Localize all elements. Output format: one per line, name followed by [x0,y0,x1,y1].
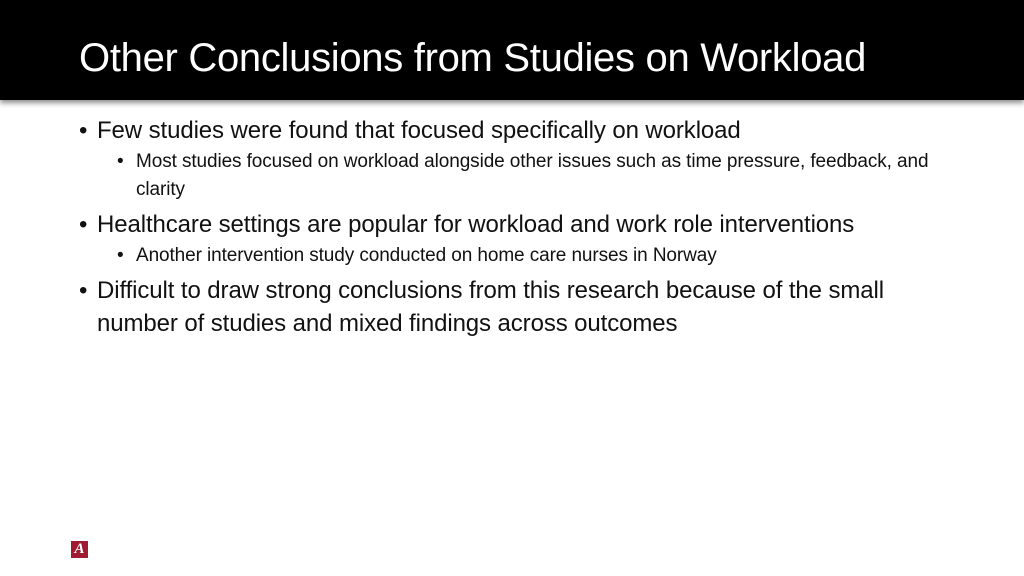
bullet-item [75,114,955,147]
bullet-marker: • [79,277,88,304]
logo-letter: A [74,541,85,557]
title-bar [0,0,1024,100]
bullet-item [75,274,955,340]
sub-bullet-marker: • [117,151,124,172]
bullet-text: Few studies were found that focused specifically on workload [97,117,741,144]
university-logo-icon [71,541,88,558]
sub-bullet-text: Most studies focused on workload alongside other issues such as time pressure, feedback, and clarity [136,151,929,200]
sub-bullet-text: Another intervention study conducted on home care nurses in Norway [136,245,717,266]
sub-bullet-item [115,242,955,270]
bullet-marker: • [79,117,88,144]
bullet-list [75,114,955,341]
bullet-text: Healthcare settings are popular for workload and work role interventions [97,211,855,238]
bullet-text: Difficult to draw strong conclusions from this research because of the small number of studies and mixed findings across outcomes [97,277,884,337]
slide-title: Other Conclusions from Studies on Workload [79,36,867,80]
sub-bullet-marker: • [117,245,124,266]
bullet-item [75,208,955,241]
sub-bullet-item [115,148,955,204]
bullet-marker: • [79,211,88,238]
